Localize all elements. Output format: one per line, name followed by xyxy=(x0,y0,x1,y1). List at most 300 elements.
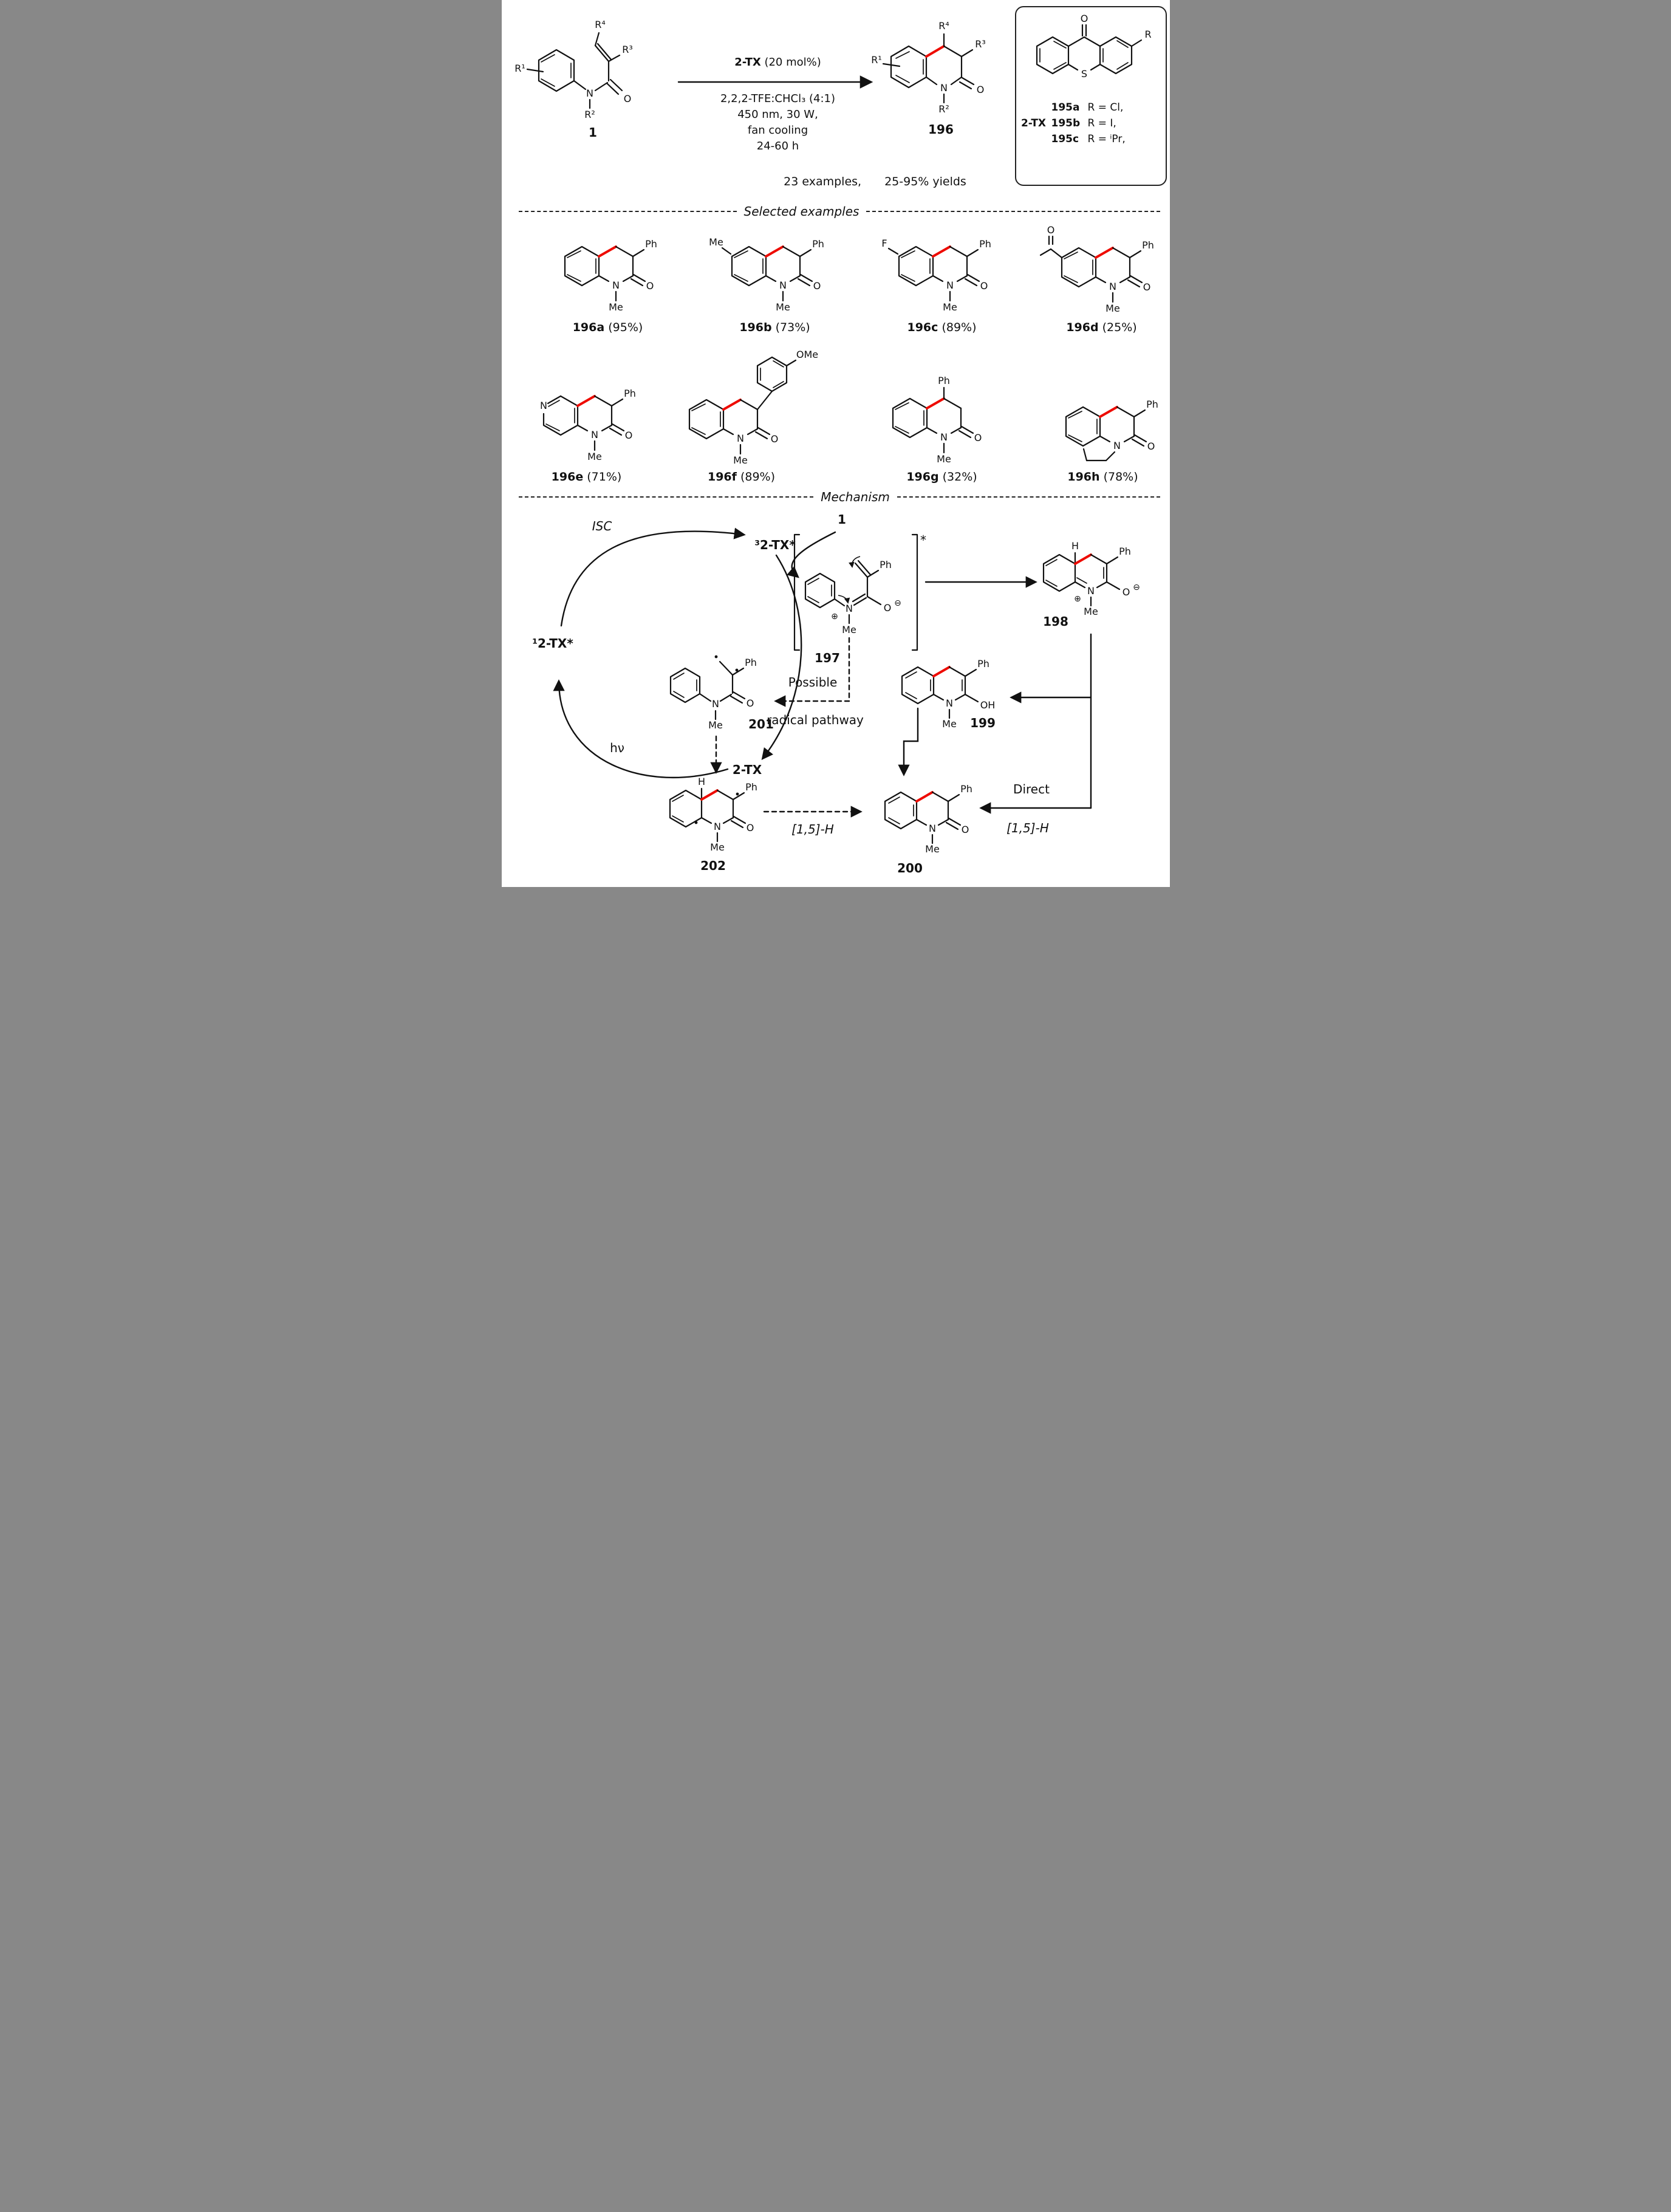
atom-label-s: S xyxy=(1081,68,1087,80)
structure-196f xyxy=(657,346,827,468)
bond xyxy=(612,399,623,406)
atom-label-o: O xyxy=(961,824,969,835)
bond xyxy=(758,428,770,434)
example-yield: (25%) xyxy=(1102,321,1137,334)
atom-label-n: N xyxy=(940,431,948,443)
catalyst-loading: (20 mol%) xyxy=(760,56,821,69)
example-196b xyxy=(705,220,845,334)
divider-title: Selected examples xyxy=(743,204,859,219)
direct-label: Direct xyxy=(1013,782,1050,796)
substituent-ph: Ph xyxy=(979,238,991,250)
plus-charge-icon: ⊕ xyxy=(830,612,838,621)
example-yield: (73%) xyxy=(775,321,810,334)
bond xyxy=(578,425,587,431)
bond xyxy=(885,792,917,829)
structure-202 xyxy=(670,776,757,873)
substituent-me: Me xyxy=(775,301,790,313)
bond xyxy=(720,694,731,701)
structure-196e xyxy=(517,383,657,468)
conditions-line-catalyst xyxy=(675,55,881,70)
bond xyxy=(944,399,961,408)
atom-label-n: N xyxy=(1087,585,1095,597)
substituent-ph: Ph xyxy=(1141,239,1154,251)
structure-199 xyxy=(902,658,996,730)
atom-label-n: N xyxy=(1113,440,1121,451)
structure-196c xyxy=(872,232,1012,318)
bond xyxy=(1091,555,1107,564)
atom-label-o: O xyxy=(1147,440,1155,452)
excited-asterisk: * xyxy=(920,533,926,547)
bond xyxy=(800,250,811,256)
atom-label-o: O xyxy=(1122,586,1130,598)
bond xyxy=(893,399,927,437)
atom-label-n: N xyxy=(711,698,719,710)
substituent-me: Me xyxy=(608,301,623,313)
bond xyxy=(855,563,867,577)
structure-product-196 xyxy=(863,13,1015,142)
bond xyxy=(565,247,599,286)
bond xyxy=(946,823,958,829)
bond xyxy=(965,694,978,702)
bond xyxy=(1130,251,1141,258)
bond xyxy=(962,78,974,84)
atom-label-o: O xyxy=(813,280,821,292)
mechanism-panel xyxy=(502,497,1170,887)
structure-196g xyxy=(866,373,1018,468)
bond xyxy=(1054,41,1066,48)
atom-label-n: N xyxy=(845,603,853,614)
bond xyxy=(949,667,965,676)
atom-label-o: O xyxy=(976,84,984,95)
highlighted-bond xyxy=(927,399,944,408)
entry-eq: R = Cl, xyxy=(1087,101,1124,114)
substituent-ph: Ph xyxy=(977,658,989,669)
atom-label-n: N xyxy=(1109,281,1116,292)
highlighted-bond xyxy=(578,396,595,406)
atom-label-h: H xyxy=(1071,540,1079,552)
conditions-time: 24-60 h xyxy=(756,140,799,152)
bond xyxy=(773,382,784,388)
substituent-ph: Ph xyxy=(745,781,757,793)
substituent-ph: Ph xyxy=(1146,399,1158,410)
example-id: 196f xyxy=(707,470,737,484)
example-yield: (78%) xyxy=(1103,470,1138,484)
example-196a xyxy=(538,220,678,334)
bond xyxy=(732,247,766,286)
bond xyxy=(539,50,574,91)
structure-196a xyxy=(538,233,678,318)
bond xyxy=(595,83,607,91)
r3-label: R³ xyxy=(621,44,633,55)
bond xyxy=(702,818,711,823)
structure-201 xyxy=(671,656,774,731)
arrow xyxy=(791,532,835,577)
bond xyxy=(548,400,559,406)
bond xyxy=(1046,580,1057,586)
substituent-me: Me xyxy=(1083,606,1098,617)
substrate-1-label: 1 xyxy=(837,512,846,527)
example-id: 196h xyxy=(1067,470,1100,484)
atom-label-o: O xyxy=(1080,13,1088,24)
bond xyxy=(773,361,784,367)
radical-dot-icon xyxy=(736,793,739,796)
structure-substrate-1 xyxy=(508,17,690,142)
highlighted-bond xyxy=(1096,248,1113,258)
bond xyxy=(1062,248,1096,287)
example-yield: (89%) xyxy=(941,321,977,334)
bond xyxy=(1075,582,1085,587)
substituent-me: Me xyxy=(709,841,725,853)
r3-label: R³ xyxy=(974,38,986,50)
example-196d xyxy=(1035,220,1169,334)
atom-label-n: N xyxy=(945,697,953,709)
bond xyxy=(1130,276,1142,282)
compound-label-201: 201 xyxy=(748,717,774,731)
highlighted-bond xyxy=(599,247,616,256)
substituent-ph: Ph xyxy=(623,388,636,399)
bond xyxy=(955,694,965,700)
compound-label-199: 199 xyxy=(969,716,996,730)
bond xyxy=(926,77,937,84)
highlighted-bond xyxy=(702,790,717,800)
bond xyxy=(835,599,844,606)
bond xyxy=(899,247,933,286)
possible-label: Possible xyxy=(788,675,837,690)
bond xyxy=(1107,582,1119,589)
bond xyxy=(766,276,776,281)
bond xyxy=(1132,439,1144,446)
bond xyxy=(631,279,643,286)
bond xyxy=(595,396,612,406)
highlighted-bond xyxy=(933,247,950,256)
highlighted-bond xyxy=(926,46,944,56)
compound-label-196: 196 xyxy=(928,122,954,137)
compound-label-202: 202 xyxy=(700,858,726,873)
example-id: 196g xyxy=(906,470,939,484)
substituent-oh: OH xyxy=(980,699,995,711)
bond xyxy=(787,360,796,366)
bond xyxy=(917,820,926,825)
atom-label-h: H xyxy=(697,776,705,787)
r4-label: R⁴ xyxy=(594,19,606,30)
bond xyxy=(633,250,644,256)
bond xyxy=(1066,407,1100,446)
compound-label-197: 197 xyxy=(814,651,840,665)
radical-pathway-label: radical pathway xyxy=(766,713,864,727)
bond xyxy=(757,357,787,391)
arrow xyxy=(561,532,743,626)
bond xyxy=(610,428,621,435)
summary-examples: 23 examples, xyxy=(784,175,862,188)
atom-label-o: O xyxy=(746,822,754,834)
bond xyxy=(671,668,700,702)
compound-label-200: 200 xyxy=(897,861,923,875)
bond xyxy=(731,696,742,703)
substituent-f: F xyxy=(881,238,887,249)
bond xyxy=(612,424,624,431)
bond xyxy=(544,396,578,435)
bond xyxy=(1046,560,1057,566)
bond xyxy=(783,247,800,256)
substituent-ph: Ph xyxy=(1118,546,1131,557)
atom-label-n: N xyxy=(713,821,721,832)
bond xyxy=(858,561,870,575)
bond xyxy=(965,279,977,286)
atom-label-n: N xyxy=(779,279,787,291)
compound-label-1: 1 xyxy=(588,125,597,140)
bond xyxy=(1100,37,1132,74)
bond xyxy=(948,795,959,801)
bond xyxy=(959,431,971,437)
entry-id: 195c xyxy=(1051,133,1079,145)
catalyst-box xyxy=(1015,6,1167,186)
structure-200 xyxy=(885,783,972,875)
arrow xyxy=(838,595,848,603)
entry-eq: R = ⁱPr, xyxy=(1087,133,1126,145)
atom-label-n: N xyxy=(590,429,598,440)
arrow xyxy=(904,708,918,774)
atom-label-n: N xyxy=(612,279,620,291)
highlighted-bond xyxy=(1100,407,1117,417)
bond xyxy=(965,669,976,676)
highlighted-bond xyxy=(766,247,783,256)
atom-label-n: N xyxy=(940,82,948,94)
substituent-me: Me xyxy=(942,301,957,313)
structure-196h xyxy=(1039,394,1167,468)
bond xyxy=(1051,249,1062,258)
bond xyxy=(1037,37,1068,74)
bond xyxy=(798,279,810,286)
tx-label: 2-TX xyxy=(732,762,762,777)
bond xyxy=(734,817,745,823)
bond xyxy=(599,276,609,281)
bond xyxy=(720,662,733,675)
bond xyxy=(968,275,979,281)
atom-label-o: O xyxy=(623,93,631,104)
highlighted-bond xyxy=(1075,555,1091,564)
bond xyxy=(574,81,586,89)
structure-196d xyxy=(1035,222,1169,318)
example-id: 196b xyxy=(739,321,772,334)
bond xyxy=(1117,41,1128,47)
bond xyxy=(527,69,543,72)
radical-dot-icon xyxy=(714,656,717,659)
bond xyxy=(1135,435,1146,442)
bond xyxy=(1068,64,1078,70)
bond xyxy=(1084,449,1087,461)
bond xyxy=(949,818,960,825)
atom-label-o: O xyxy=(980,280,988,292)
bond xyxy=(927,428,937,433)
highlighted-bond xyxy=(917,792,932,801)
bond xyxy=(1107,557,1118,564)
bond xyxy=(548,396,561,403)
bond xyxy=(700,694,711,701)
substituent-ph: Ph xyxy=(960,783,972,795)
hv-label: hν xyxy=(609,741,624,755)
bond xyxy=(1134,410,1145,417)
example-id: 196d xyxy=(1066,321,1099,334)
singlet-tx-label: ¹2-TX* xyxy=(531,636,573,651)
summary-yields: 25-95% yields xyxy=(884,175,966,188)
example-196h xyxy=(1039,344,1167,484)
atom-label-o: O xyxy=(1047,224,1054,236)
r4-label: R⁴ xyxy=(938,20,949,32)
example-id: 196a xyxy=(572,321,605,334)
compound-label-198: 198 xyxy=(1042,614,1068,629)
substituent-me: Me xyxy=(708,719,723,731)
bond xyxy=(962,426,973,433)
catalyst-shortname: 2-TX xyxy=(1020,117,1047,129)
bond xyxy=(689,400,723,439)
bond xyxy=(912,535,917,650)
bond xyxy=(962,50,972,56)
structure-198 xyxy=(1043,540,1140,629)
bond xyxy=(733,668,743,675)
conditions-cooling: fan cooling xyxy=(747,124,808,137)
example-id: 196e xyxy=(551,470,584,484)
substituent-me: Me xyxy=(941,718,957,730)
substituent-ph: Ph xyxy=(937,375,950,386)
atom-label-o: O xyxy=(1143,281,1150,293)
conditions-solvent: 2,2,2-TFE:CHCl₃ (4:1) xyxy=(720,92,836,105)
atom-label-n: N xyxy=(946,279,954,291)
atom-label-n: N xyxy=(539,400,547,411)
bond xyxy=(723,429,733,434)
bond xyxy=(950,247,967,256)
catalyst-entry xyxy=(1016,115,1166,131)
catalyst-entry xyxy=(1016,131,1166,147)
example-196g xyxy=(866,344,1018,484)
bond xyxy=(932,792,948,801)
triplet-tx-label: ³2-TX* xyxy=(754,538,796,552)
bond xyxy=(805,574,835,608)
bond xyxy=(1041,249,1051,255)
bond xyxy=(1077,578,1087,583)
bond xyxy=(1106,452,1115,461)
bond xyxy=(757,391,772,409)
bond xyxy=(1091,64,1100,70)
structure-197 xyxy=(794,533,926,665)
bond xyxy=(1097,582,1107,587)
bond xyxy=(1054,63,1066,69)
bond xyxy=(541,55,555,62)
substituent-ph: Ph xyxy=(812,238,824,250)
example-yield: (71%) xyxy=(587,470,622,484)
substituent-me: Me xyxy=(733,454,748,466)
minus-charge-icon: ⊖ xyxy=(1132,583,1140,592)
atom-label-o: O xyxy=(974,432,982,443)
substituent-me: Me xyxy=(924,843,940,855)
example-yield: (89%) xyxy=(740,470,776,484)
highlighted-bond xyxy=(934,667,949,676)
bond xyxy=(902,667,934,704)
atom-label-o: O xyxy=(746,697,754,709)
bond xyxy=(889,248,898,254)
shift-label: [1,5]-H xyxy=(1006,821,1049,835)
reaction-scheme-page xyxy=(502,0,1170,887)
example-yield: (32%) xyxy=(942,470,977,484)
minus-charge-icon: ⊖ xyxy=(894,598,901,608)
divider-selected-examples xyxy=(519,204,1160,219)
isc-label: ISC xyxy=(592,519,612,533)
catalyst-name: 2-TX xyxy=(734,56,761,69)
substituent-ph: Ph xyxy=(879,559,892,570)
atom-label-o: O xyxy=(770,433,778,445)
substituent-me: Me xyxy=(708,236,723,248)
entry-eq: R = I, xyxy=(1087,117,1116,129)
bond xyxy=(801,275,812,281)
bond xyxy=(731,821,743,827)
bond xyxy=(672,795,683,801)
bond xyxy=(616,247,633,256)
radical-dot-icon xyxy=(694,821,697,824)
entry-id: 195a xyxy=(1051,101,1080,114)
substituent-me: Me xyxy=(587,451,602,462)
bond xyxy=(756,432,767,439)
entry-id: 195b xyxy=(1051,117,1081,129)
atom-label-n: N xyxy=(928,823,936,834)
substituent-ph: Ph xyxy=(744,657,757,668)
atom-label-o: O xyxy=(883,602,891,614)
bond xyxy=(933,276,943,281)
structure-196b xyxy=(705,231,845,318)
bond xyxy=(1117,63,1128,69)
substituent-ph: Ph xyxy=(644,238,657,250)
bond xyxy=(867,597,881,604)
example-196e xyxy=(517,344,657,484)
bond xyxy=(944,46,962,56)
atom-label-o: O xyxy=(624,430,632,441)
bond xyxy=(634,275,645,281)
bond xyxy=(960,82,971,89)
scope-summary xyxy=(745,175,1006,188)
catalyst-entry xyxy=(1016,100,1166,115)
example-id: 196c xyxy=(907,321,938,334)
highlighted-bond xyxy=(723,400,740,409)
plus-charge-icon: ⊕ xyxy=(1073,594,1081,604)
bond xyxy=(722,248,731,254)
atom-label-n: N xyxy=(586,87,593,99)
bond xyxy=(1068,37,1100,46)
bond xyxy=(740,400,757,409)
conditions-light: 450 nm, 30 W, xyxy=(737,108,818,121)
example-196c xyxy=(872,220,1012,334)
substituent-ome: OMe xyxy=(796,349,818,360)
r1-label: R¹ xyxy=(870,54,882,66)
structure-thioxanthone xyxy=(1016,11,1164,89)
r2-label: R² xyxy=(938,103,949,115)
bond xyxy=(717,790,733,800)
bond xyxy=(672,816,683,822)
atom-label-n: N xyxy=(736,433,744,444)
reaction-arrow xyxy=(675,74,881,90)
bond xyxy=(1132,40,1141,46)
bond xyxy=(967,250,978,256)
bond xyxy=(1117,407,1134,417)
divider-title: Mechanism xyxy=(821,490,890,504)
r1-label: R¹ xyxy=(514,63,525,74)
substituent-me: Me xyxy=(936,453,951,465)
shift-label: [1,5]-H xyxy=(791,822,834,837)
bond xyxy=(1100,436,1110,442)
example-196f xyxy=(657,344,827,484)
bond xyxy=(541,79,555,86)
atom-label-o: O xyxy=(646,280,654,292)
bond xyxy=(1128,280,1140,287)
r-label: R xyxy=(1144,29,1152,40)
bond xyxy=(934,694,943,700)
